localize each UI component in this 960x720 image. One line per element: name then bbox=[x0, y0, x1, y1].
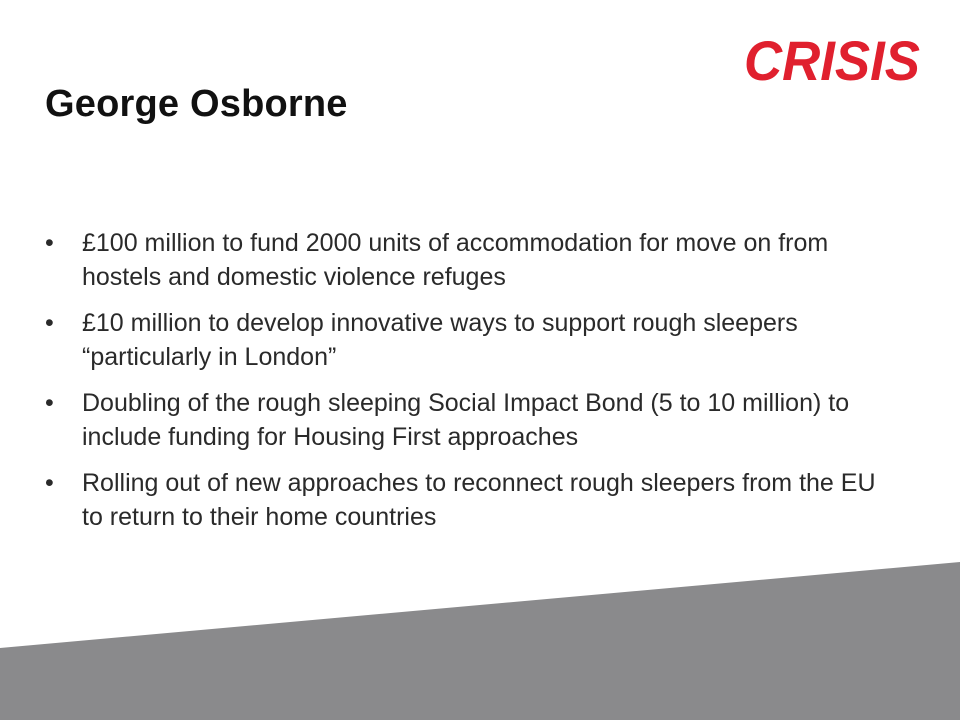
crisis-logo bbox=[742, 26, 924, 88]
bullet-text: £10 million to develop innovative ways to support rough sleepers “particularly in London” bbox=[82, 309, 798, 371]
bullet-dot-icon: • bbox=[45, 229, 54, 257]
bullet-dot-icon: • bbox=[45, 309, 54, 337]
bullet-list bbox=[45, 226, 895, 546]
bullet-item bbox=[45, 226, 895, 294]
bullet-item bbox=[45, 466, 895, 534]
bullet-item bbox=[45, 386, 895, 454]
bullet-dot-icon: • bbox=[45, 469, 54, 497]
bullet-item bbox=[45, 306, 895, 374]
bullet-text: Doubling of the rough sleeping Social Impact Bond (5 to 10 million) to include funding for Housing First approaches bbox=[82, 389, 850, 451]
bullet-text: Rolling out of new approaches to reconnect rough sleepers from the EU to return to their home countries bbox=[82, 469, 876, 531]
crisis-logo-text: CRISIS bbox=[744, 29, 920, 88]
bullet-dot-icon: • bbox=[45, 389, 54, 417]
slide-title: George Osborne bbox=[45, 83, 348, 125]
bullet-text: £100 million to fund 2000 units of accommodation for move on from hostels and domestic violence refuges bbox=[82, 229, 829, 291]
